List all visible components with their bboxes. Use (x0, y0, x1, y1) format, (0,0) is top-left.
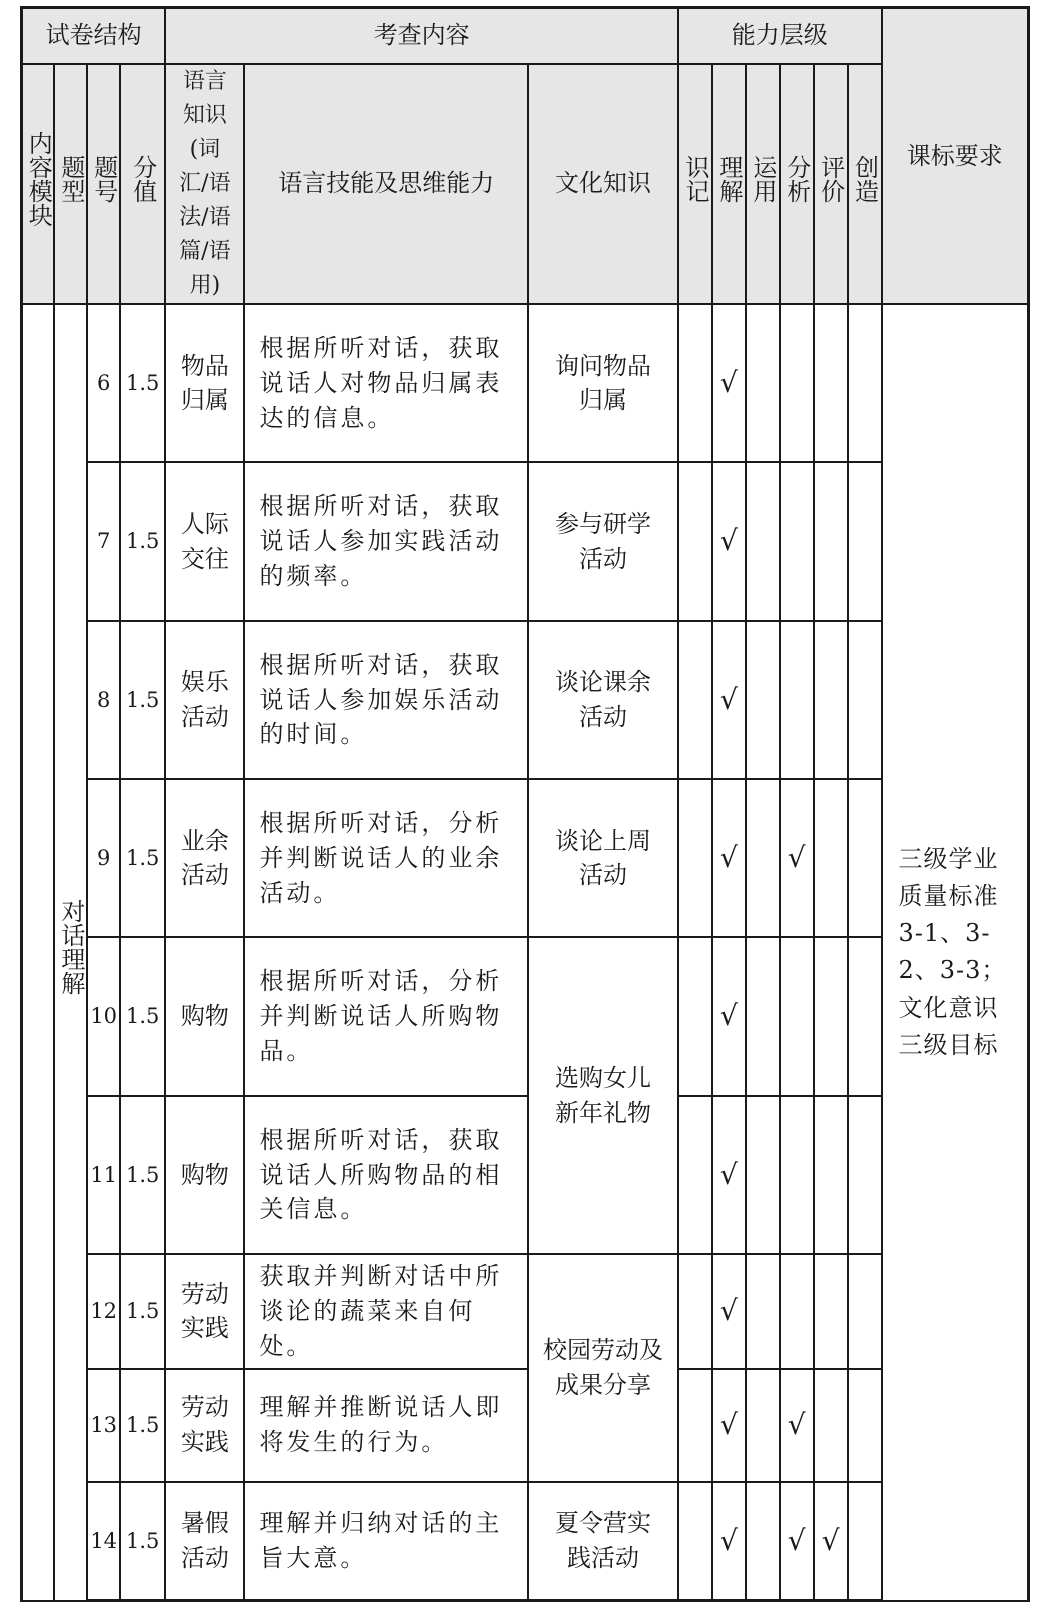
skill-description: 理解并归纳对话的主旨大意。 (244, 1482, 528, 1601)
header-requirement-label: 课标要求 (906, 141, 1003, 170)
type-cell: 对话理解 (54, 304, 87, 1600)
level-evaluate (814, 937, 848, 1095)
header-skill: 语言技能及思维能力 (244, 64, 528, 305)
score-value: 1.5 (120, 1482, 165, 1601)
level-apply (746, 1254, 780, 1368)
level-analyze: √ (780, 1482, 814, 1601)
header-type: 题型 (54, 64, 87, 305)
level-create (848, 1369, 882, 1482)
header-culture: 文化知识 (528, 64, 678, 305)
culture-knowledge: 选购女儿新年礼物 (528, 937, 678, 1254)
header-ability: 能力层级 (678, 8, 881, 64)
header-score: 分值 (120, 64, 165, 305)
level-analyze (780, 621, 814, 779)
culture-knowledge: 校园劳动及成果分享 (528, 1254, 678, 1482)
language-knowledge: 娱乐活动 (165, 621, 244, 779)
level-create (848, 937, 882, 1095)
header-number: 题号 (87, 64, 120, 305)
level-understand: √ (712, 621, 746, 779)
header-create: 创造 (848, 64, 882, 305)
language-knowledge: 业余活动 (165, 779, 244, 937)
exam-structure-table (20, 6, 1030, 1602)
level-understand: √ (712, 462, 746, 620)
header-requirement (882, 8, 1029, 305)
table-row (22, 462, 1029, 620)
skill-description: 理解并推断说话人即将发生的行为。 (244, 1369, 528, 1482)
skill-description: 获取并判断对话中所谈论的蔬菜来自何处。 (244, 1254, 528, 1368)
culture-knowledge: 参与研学活动 (528, 462, 678, 620)
question-number: 12 (87, 1254, 120, 1368)
level-evaluate (814, 304, 848, 462)
level-remember (678, 937, 712, 1095)
table-row (22, 621, 1029, 779)
table-row (22, 1369, 1029, 1482)
question-number: 14 (87, 1482, 120, 1601)
level-create (848, 621, 882, 779)
score-value: 1.5 (120, 462, 165, 620)
language-knowledge: 人际交往 (165, 462, 244, 620)
table-row (22, 1482, 1029, 1601)
level-create (848, 1482, 882, 1601)
table-row (22, 779, 1029, 937)
header-evaluate: 评价 (814, 64, 848, 305)
question-number: 6 (87, 304, 120, 462)
question-number: 9 (87, 779, 120, 937)
level-create (848, 1254, 882, 1368)
score-value: 1.5 (120, 1096, 165, 1254)
skill-description: 根据所听对话，分析并判断说话人所购物品。 (244, 937, 528, 1095)
table-row (22, 1096, 1029, 1254)
question-number: 13 (87, 1369, 120, 1482)
level-understand: √ (712, 1482, 746, 1601)
level-remember (678, 1254, 712, 1368)
header-structure: 试卷结构 (22, 8, 166, 64)
table-row (22, 937, 1029, 1095)
level-remember (678, 304, 712, 462)
curriculum-requirement: 三级学业质量标准3-1、3-2、3-3；文化意识三级目标 (882, 304, 1029, 1600)
language-knowledge: 物品归属 (165, 304, 244, 462)
question-number: 8 (87, 621, 120, 779)
level-evaluate (814, 462, 848, 620)
level-understand: √ (712, 1369, 746, 1482)
level-understand: √ (712, 1096, 746, 1254)
culture-knowledge: 谈论课余活动 (528, 621, 678, 779)
level-create (848, 779, 882, 937)
level-apply (746, 1369, 780, 1482)
score-value: 1.5 (120, 937, 165, 1095)
skill-description: 根据所听对话，分析并判断说话人的业余活动。 (244, 779, 528, 937)
header-content: 考查内容 (165, 8, 678, 64)
language-knowledge: 劳动实践 (165, 1369, 244, 1482)
level-analyze (780, 304, 814, 462)
score-value: 1.5 (120, 779, 165, 937)
level-apply (746, 621, 780, 779)
header-language-knowledge: 语言知识(词汇/语法/语篇/语用) (165, 64, 244, 305)
level-understand: √ (712, 1254, 746, 1368)
level-create (848, 1096, 882, 1254)
level-evaluate (814, 1254, 848, 1368)
skill-description: 根据所听对话，获取说话人对物品归属表达的信息。 (244, 304, 528, 462)
level-apply (746, 1482, 780, 1601)
culture-knowledge: 谈论上周活动 (528, 779, 678, 937)
level-analyze: √ (780, 779, 814, 937)
level-analyze (780, 1096, 814, 1254)
level-create (848, 462, 882, 620)
level-remember (678, 462, 712, 620)
header-remember: 识记 (678, 64, 712, 305)
language-knowledge: 暑假活动 (165, 1482, 244, 1601)
culture-knowledge: 夏令营实践活动 (528, 1482, 678, 1601)
level-evaluate: √ (814, 1482, 848, 1601)
level-analyze (780, 1254, 814, 1368)
level-understand: √ (712, 779, 746, 937)
level-understand: √ (712, 304, 746, 462)
skill-description: 根据所听对话，获取说话人所购物品的相关信息。 (244, 1096, 528, 1254)
level-apply (746, 779, 780, 937)
level-remember (678, 779, 712, 937)
skill-description: 根据所听对话，获取说话人参加实践活动的频率。 (244, 462, 528, 620)
score-value: 1.5 (120, 621, 165, 779)
question-number: 7 (87, 462, 120, 620)
language-knowledge: 劳动实践 (165, 1254, 244, 1368)
skill-description: 根据所听对话，获取说话人参加娱乐活动的时间。 (244, 621, 528, 779)
culture-knowledge: 询问物品归属 (528, 304, 678, 462)
level-remember (678, 1482, 712, 1601)
score-value: 1.5 (120, 1369, 165, 1482)
table-row (22, 304, 1029, 462)
header-module: 内容模块 (22, 64, 55, 305)
header-apply: 运用 (746, 64, 780, 305)
score-value: 1.5 (120, 1254, 165, 1368)
question-number: 10 (87, 937, 120, 1095)
level-analyze (780, 937, 814, 1095)
level-remember (678, 1369, 712, 1482)
header-understand: 理解 (712, 64, 746, 305)
score-value: 1.5 (120, 304, 165, 462)
level-remember (678, 1096, 712, 1254)
level-analyze: √ (780, 1369, 814, 1482)
level-understand: √ (712, 937, 746, 1095)
language-knowledge: 购物 (165, 937, 244, 1095)
level-evaluate (814, 1096, 848, 1254)
level-analyze (780, 462, 814, 620)
header-analyze: 分析 (780, 64, 814, 305)
level-create (848, 304, 882, 462)
level-apply (746, 462, 780, 620)
level-evaluate (814, 1369, 848, 1482)
question-number: 11 (87, 1096, 120, 1254)
module-cell (22, 304, 55, 1600)
level-apply (746, 1096, 780, 1254)
level-remember (678, 621, 712, 779)
language-knowledge: 购物 (165, 1096, 244, 1254)
level-evaluate (814, 779, 848, 937)
level-apply (746, 304, 780, 462)
table-row (22, 1254, 1029, 1368)
level-apply (746, 937, 780, 1095)
level-evaluate (814, 621, 848, 779)
